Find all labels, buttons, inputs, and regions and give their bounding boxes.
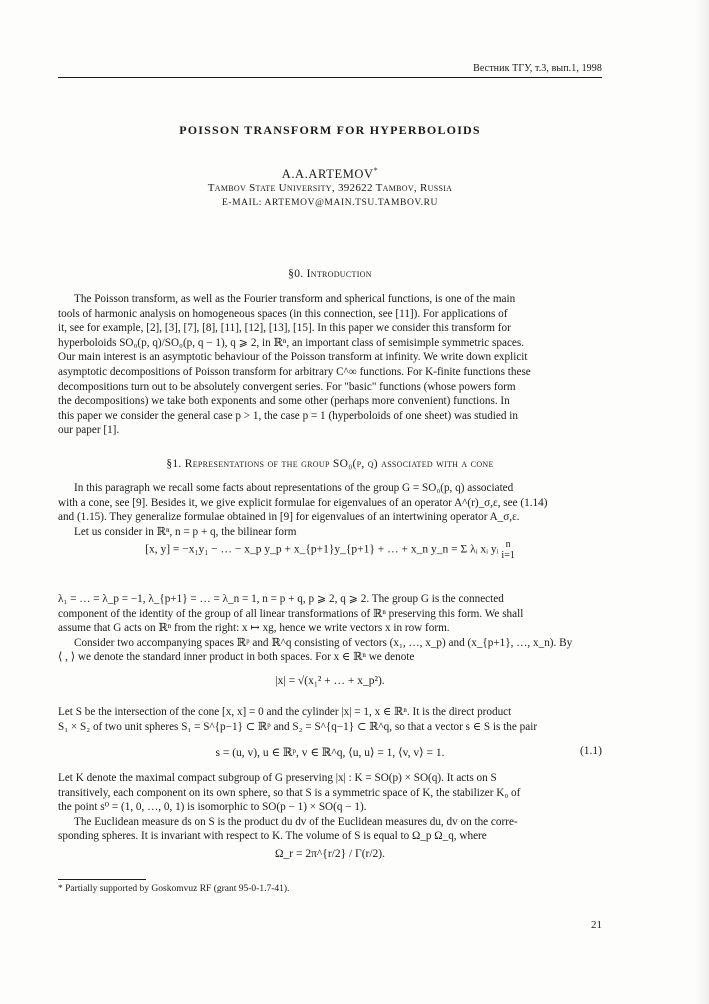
text-line: asymptotic decompositions of Poisson transform for arbitrary C^∞ functions. For K-finite functions these bbox=[58, 365, 531, 378]
header-rule bbox=[58, 77, 602, 78]
text-line: the decompositions) we take both exponents and some other (perhaps more convenient) functions. In bbox=[58, 395, 510, 408]
affiliation: Tambov State University, 392622 Tambov, Russia bbox=[207, 182, 453, 194]
norm-equation: |x| = √(x₁² + … + x_p²). bbox=[275, 675, 385, 687]
email: E-MAIL: ARTEMOV@MAIN.TSU.TAMBOV.RU bbox=[221, 198, 439, 208]
text-line: S₁ × S₂ of two unit spheres S₁ = S^{p−1} ⊂ ℝᵖ and S₂ = S^{q−1} ⊂ ℝ^q, so that a vector s ∈ S is the pair bbox=[58, 720, 538, 733]
sum-upper-limit: n bbox=[505, 539, 511, 550]
author bbox=[58, 166, 602, 182]
text-line: sponding spheres. It is invariant with respect to K. The volume of S is equal to Ω_p Ω_q, where bbox=[58, 830, 487, 843]
footnote-rule bbox=[58, 879, 146, 880]
text-line: tools of harmonic analysis on homogeneous spaces (in this connection, see [11]). For applications of bbox=[58, 307, 508, 320]
introduction-paragraph bbox=[58, 292, 602, 438]
section-1-heading: §1. Representations of the group SO₀(p, q) associated with a cone bbox=[166, 458, 494, 470]
text-line: ⟨ , ⟩ we denote the standard inner product in both spaces. For x ∈ ℝⁿ we denote bbox=[58, 651, 415, 664]
author-name: A.A.ARTEMOV bbox=[281, 167, 374, 182]
text-line: and (1.15). They generalize formulae obtained in [9] for eigenvalues of an intertwining operator A_σ,ε. bbox=[58, 511, 520, 524]
text-line: decompositions turn out to be absolutely convergent series. For "basic" functions (whose powers form bbox=[58, 380, 516, 393]
text-line: the point s⁰ = (1, 0, …, 0, 1) is isomorphic to SO(p − 1) × SO(q − 1). bbox=[58, 801, 367, 814]
section-1-paragraph-1 bbox=[58, 481, 602, 539]
scan-shadow bbox=[695, 0, 709, 1004]
section-1-paragraph-3 bbox=[58, 705, 602, 734]
paper-title: POISSON TRANSFORM FOR HYPERBOLOIDS bbox=[179, 123, 481, 137]
text-line: Let S be the intersection of the cone [x, x] = 0 and the cylinder |x| = 1, x ∈ ℝⁿ. It is the direct product bbox=[58, 706, 512, 718]
text-line: λ₁ = … = λ_p = −1, λ_{p+1} = … = λ_n = 1, n = p + q, p ⩾ 2, q ⩾ 2. The group G is the connected bbox=[58, 593, 504, 605]
text-line: The Euclidean measure ds on S is the product du dv of the Euclidean measures du, dv on the corre- bbox=[74, 815, 518, 828]
running-head: Вестник ТГУ, т.3, вып.1, 1998 bbox=[473, 63, 602, 74]
text-line: Our main interest is an asymptotic behaviour of the Poisson transform at infinity. We write down explicit bbox=[58, 351, 528, 364]
text-line: hyperboloids SO₀(p, q)/SO₀(p, q − 1), q ⩾ 2, in ℝⁿ, an important class of semisimple symmetric spaces. bbox=[58, 336, 525, 349]
text-line: component of the identity of the group of all linear transformations of ℝⁿ preserving this form. We shall bbox=[58, 607, 524, 620]
equation-number: (1.1) bbox=[579, 745, 602, 757]
section-1-paragraph-2 bbox=[58, 592, 602, 665]
text-line: In this paragraph we recall some facts about representations of the group G = SO₀(p, q) associated bbox=[74, 482, 514, 494]
text-line: with a cone, see [9]. Besides it, we give explicit formulae for eigenvalues of an operator A^(r)_σ,ε, see (1.14) bbox=[58, 496, 548, 509]
text-line: assume that G acts on ℝⁿ from the right: x ↦ xg, hence we write vectors x in row form. bbox=[58, 622, 450, 635]
summation-limits bbox=[501, 539, 514, 561]
footnote: * Partially supported by Goskomvuz RF (grant 95-0-1.7-41). bbox=[58, 884, 290, 894]
section-0-heading: §0. Introduction bbox=[288, 268, 372, 280]
text-line: our paper [1]. bbox=[58, 424, 120, 437]
text-line: Let us consider in ℝⁿ, n = p + q, the bilinear form bbox=[74, 525, 297, 538]
text-line: it, see for example, [2], [3], [7], [8], [11], [12], [13], [15]. In this paper we consider this transform for bbox=[58, 322, 511, 335]
author-footnote-mark: * bbox=[373, 166, 379, 175]
text-line: transitively, each component on its own sphere, so that S is a symmetric space of K, the stabilizer K₀ of bbox=[58, 786, 521, 799]
pair-equation: s = (u, v), u ∈ ℝᵖ, v ∈ ℝ^q, ⟨u, u⟩ = 1, ⟨v, v⟩ = 1. bbox=[215, 747, 445, 759]
sum-lower-limit: i=1 bbox=[501, 550, 515, 561]
text-line: Consider two accompanying spaces ℝᵖ and ℝ^q consisting of vectors (x₁, …, x_p) and (x_{p+1}, …, x_n). By bbox=[74, 636, 573, 649]
text-line: this paper we consider the general case p > 1, the case p = 1 (hyperboloids of one sheet) was studied in bbox=[58, 409, 518, 422]
bilinear-form-text: [x, y] = −x₁y₁ − … − x_p y_p + x_{p+1}y_{p+1} + … + x_n y_n = Σ λᵢ xᵢ yᵢ bbox=[145, 543, 499, 556]
text-line: Let K denote the maximal compact subgroup of G preserving |x| : K = SO(p) × SO(q). It acts on S bbox=[58, 772, 497, 784]
bilinear-form-equation bbox=[58, 539, 602, 561]
volume-equation: Ω_r = 2π^{r/2} / Γ(r/2). bbox=[274, 848, 386, 860]
section-1-paragraph-4 bbox=[58, 771, 602, 844]
page-number: 21 bbox=[591, 919, 602, 931]
text-line: The Poisson transform, as well as the Fourier transform and spherical functions, is one of the main bbox=[74, 293, 516, 305]
